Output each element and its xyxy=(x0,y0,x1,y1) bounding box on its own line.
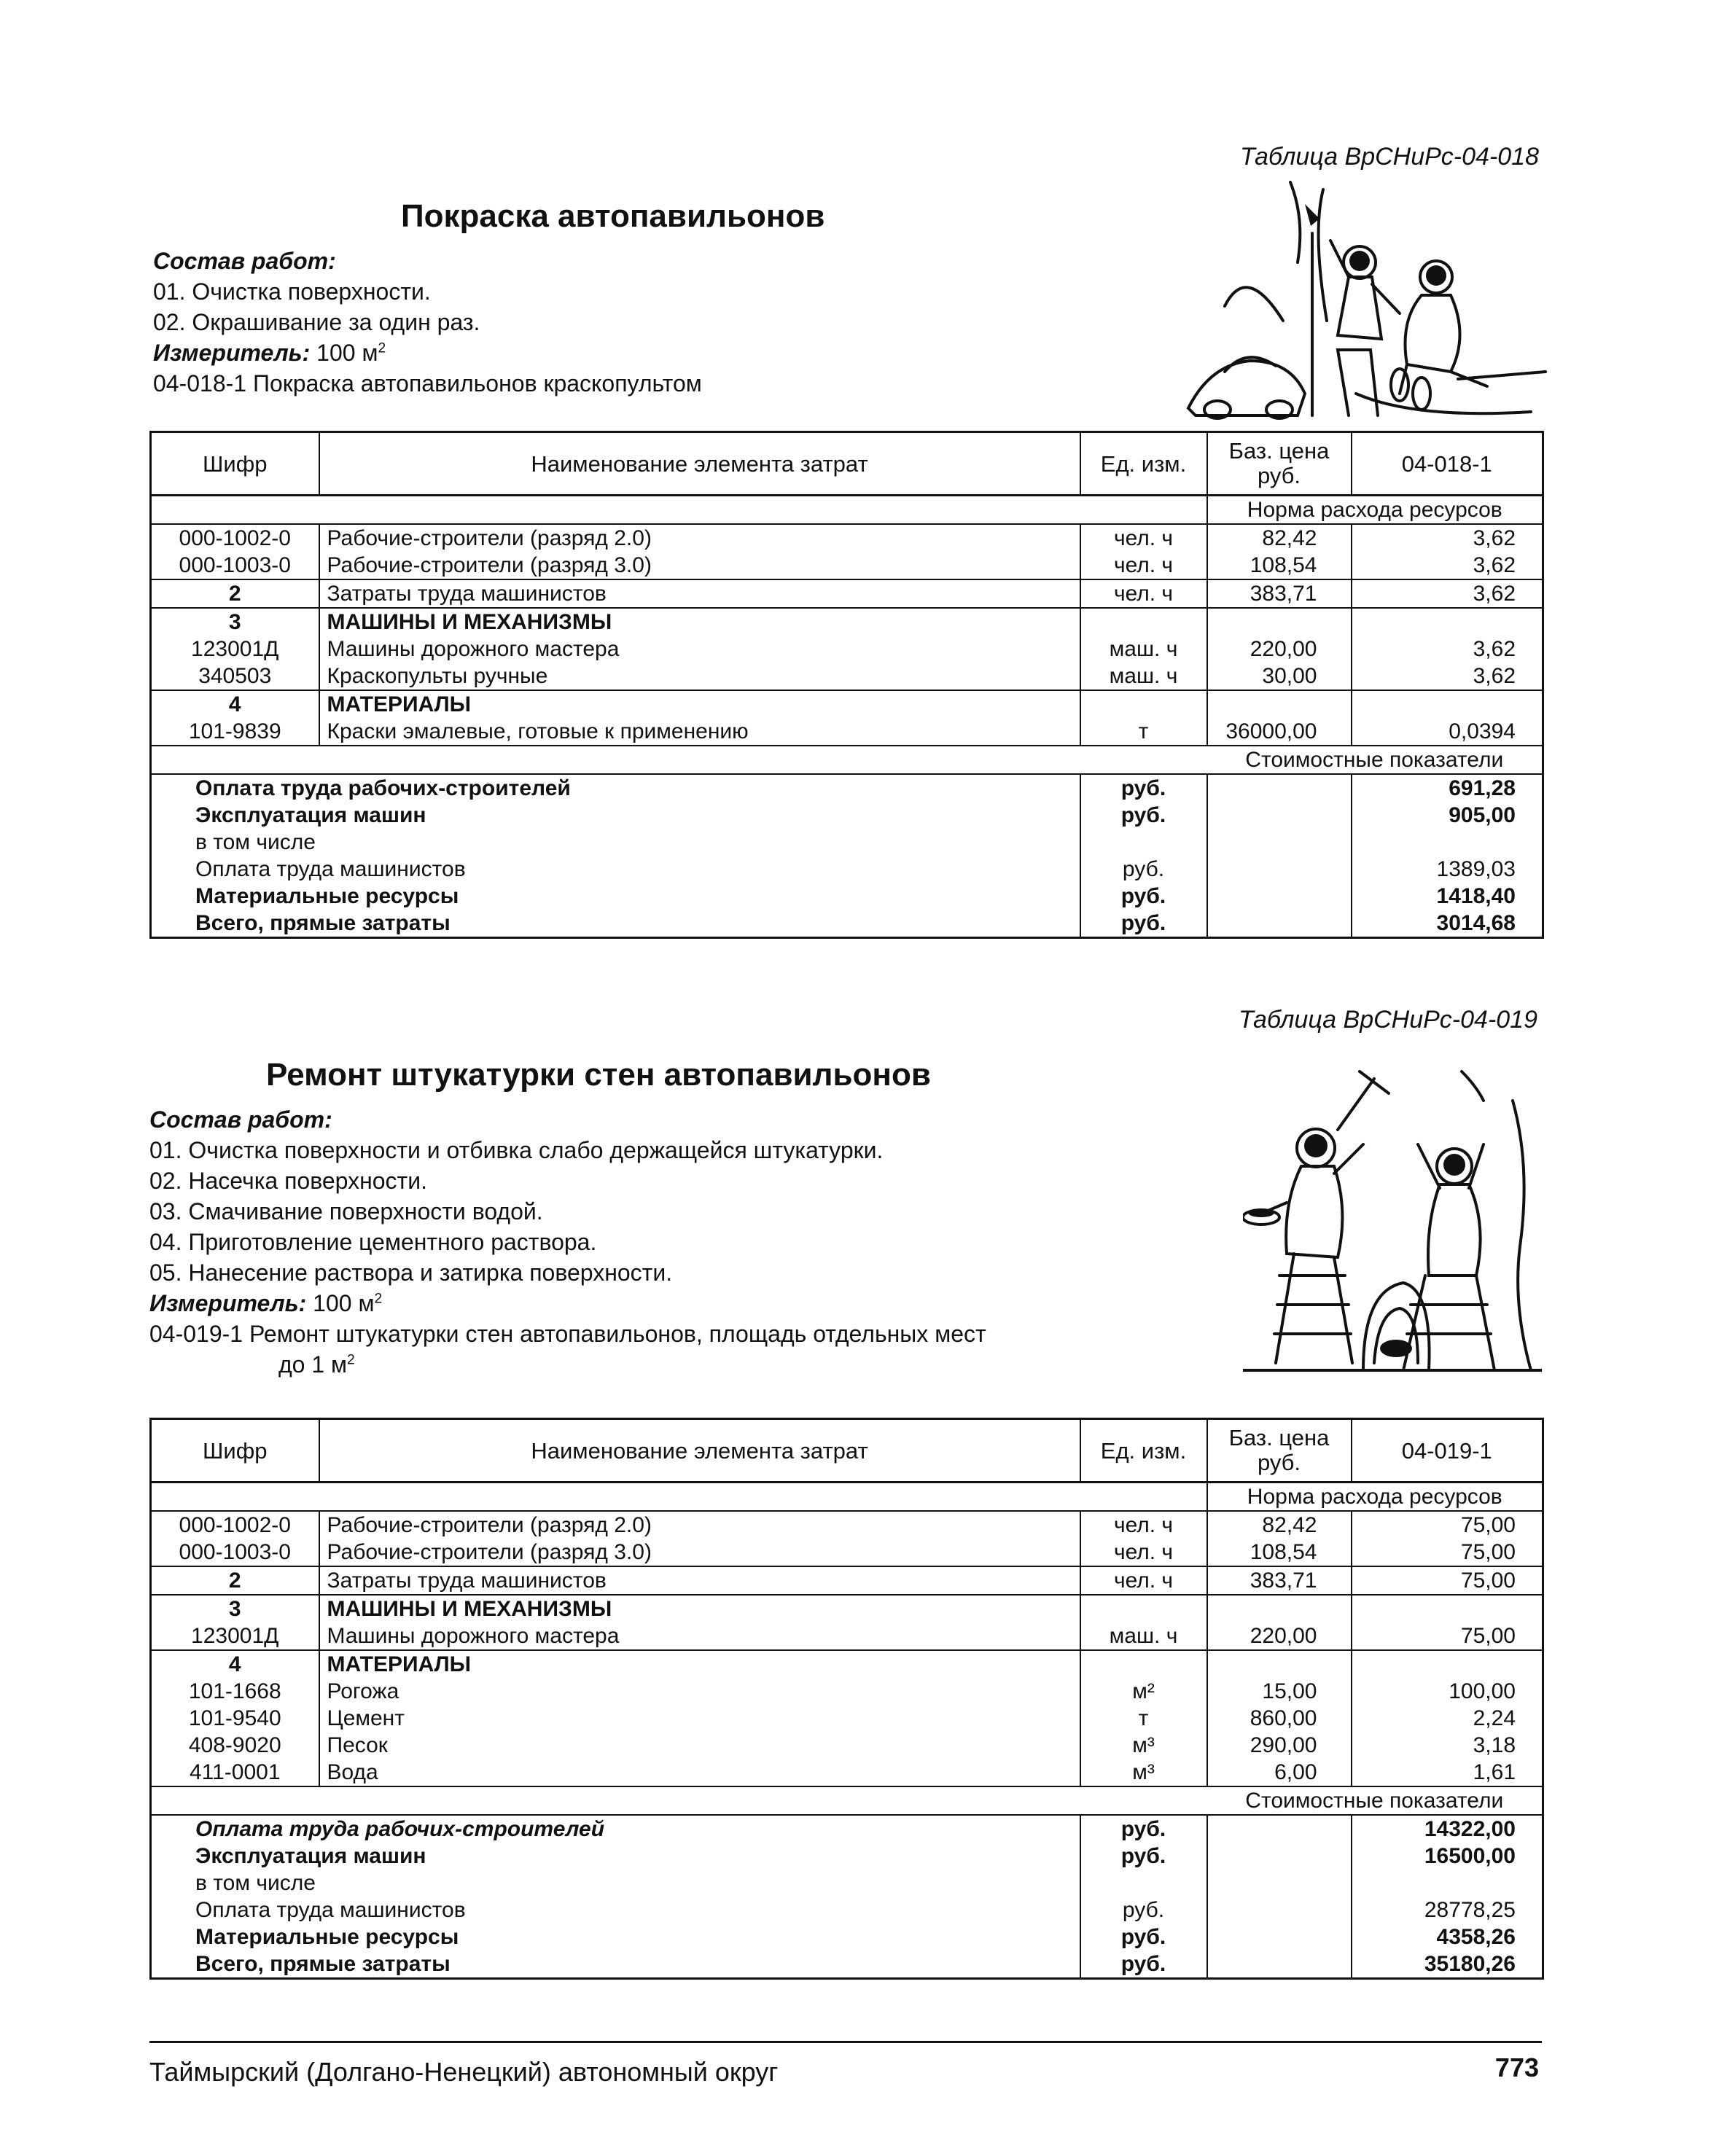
row-value xyxy=(1352,1595,1543,1622)
row-name: Рабочие-строители (разряд 2.0) xyxy=(319,524,1080,552)
table-header-row xyxy=(151,432,1543,496)
empty-cell xyxy=(1207,1950,1352,1979)
row-value: 75,00 xyxy=(1352,1539,1543,1566)
work-step: 01. Очистка поверхности. xyxy=(153,278,431,305)
row-code: 000-1003-0 xyxy=(151,552,319,579)
cost-row xyxy=(151,883,1543,910)
empty-cell xyxy=(1207,1870,1352,1897)
footer-divider xyxy=(149,2041,1542,2043)
cost-unit: руб. xyxy=(1080,1843,1207,1870)
table-row xyxy=(151,1622,1543,1650)
cost-value: 16500,00 xyxy=(1424,1844,1516,1868)
row-unit: маш. ч xyxy=(1080,1622,1207,1650)
cost-name: Материальные ресурсы xyxy=(151,1923,1080,1950)
row-value: 2,24 xyxy=(1473,1706,1516,1730)
cost-row xyxy=(151,802,1543,829)
empty-cell xyxy=(1207,1923,1352,1950)
header-price: Баз. цена руб. xyxy=(1207,1419,1352,1483)
cost-row xyxy=(151,1923,1543,1950)
header-unit: Ед. изм. xyxy=(1080,1419,1207,1483)
footer-region: Таймырский (Долгано-Ненецкий) автономный округ xyxy=(149,2057,779,2087)
header-column-code: 04-019-1 xyxy=(1352,1419,1543,1483)
norm-title-row xyxy=(151,496,1543,525)
row-price: 860,00 xyxy=(1207,1705,1352,1732)
row-unit xyxy=(1080,1650,1207,1678)
empty-cell xyxy=(1207,1843,1352,1870)
empty-cell xyxy=(1207,802,1352,829)
row-unit xyxy=(1080,690,1207,718)
header-name: Наименование элемента затрат xyxy=(319,1419,1080,1483)
table-row xyxy=(151,1595,1543,1622)
cost-value: 905,00 xyxy=(1449,803,1516,827)
row-value: 3,62 xyxy=(1352,552,1543,579)
cost-unit: руб. xyxy=(1080,1950,1207,1979)
table-row xyxy=(151,1539,1543,1566)
row-code: 000-1002-0 xyxy=(151,1511,319,1539)
row-code: 123001Д xyxy=(151,636,319,663)
item-title: 04-019-1 Ремонт штукатурки стен автопавильонов, площадь отдельных мест xyxy=(149,1321,986,1347)
row-price: 220,00 xyxy=(1207,1622,1352,1650)
measure-value: 100 м xyxy=(313,1290,375,1316)
section-title: Покраска автопавильонов xyxy=(401,198,825,234)
row-value xyxy=(1352,608,1543,636)
row-price: 290,00 xyxy=(1207,1732,1352,1759)
cost-name: в том числе xyxy=(151,829,1080,856)
row-name: Вода xyxy=(319,1759,1080,1786)
row-name: Краскопульты ручные xyxy=(319,663,1080,690)
cost-name: Материальные ресурсы xyxy=(151,883,1080,910)
table-row xyxy=(151,1678,1543,1705)
empty-cell xyxy=(151,496,1207,525)
cost-unit: руб. xyxy=(1080,1923,1207,1950)
row-name: Рогожа xyxy=(319,1678,1080,1705)
row-value: 3,62 xyxy=(1473,526,1516,550)
cost-row xyxy=(151,1870,1543,1897)
work-step: 02. Окрашивание за один раз. xyxy=(153,309,480,335)
empty-cell xyxy=(151,746,1207,774)
section-title: Ремонт штукатурки стен автопавильонов xyxy=(266,1057,931,1093)
row-code: 000-1003-0 xyxy=(151,1539,319,1566)
row-code: 101-9540 xyxy=(151,1705,319,1732)
row-unit: чел. ч xyxy=(1080,524,1207,552)
header-price: Баз. цена руб. xyxy=(1207,432,1352,496)
empty-cell xyxy=(1207,1897,1352,1923)
table-row xyxy=(151,1732,1543,1759)
cost-name: Оплата труда машинистов xyxy=(151,856,1080,883)
row-code: 101-9839 xyxy=(151,718,319,746)
cost-row xyxy=(151,910,1543,938)
table-caption: Таблица ВрСНиРс-04-018 xyxy=(1239,143,1539,171)
cost-value: 3014,68 xyxy=(1436,911,1516,935)
norm-title-row xyxy=(151,1483,1543,1512)
table-row xyxy=(151,524,1543,552)
cost-row xyxy=(151,1815,1543,1843)
row-value: 100,00 xyxy=(1449,1679,1516,1703)
cost-title-row xyxy=(151,746,1543,774)
cost-name: Всего, прямые затраты xyxy=(151,910,1080,938)
row-value xyxy=(1352,690,1543,718)
measure-line xyxy=(153,340,386,367)
header-name: Наименование элемента затрат xyxy=(319,432,1080,496)
measure-sup: 2 xyxy=(378,340,386,356)
cost-title: Стоимостные показатели xyxy=(1207,746,1543,774)
row-name: Цемент xyxy=(319,1705,1080,1732)
row-name: Затраты труда машинистов xyxy=(319,579,1080,608)
row-price: 108,54 xyxy=(1207,1539,1352,1566)
cost-row xyxy=(151,829,1543,856)
row-name: Краски эмалевые, готовые к применению xyxy=(319,718,1080,746)
cost-row xyxy=(151,1950,1543,1979)
work-step: 01. Очистка поверхности и отбивка слабо держащейся штукатурки. xyxy=(149,1137,884,1163)
row-price xyxy=(1207,1650,1352,1678)
norm-title: Норма расхода ресурсов xyxy=(1207,496,1543,525)
row-price xyxy=(1207,608,1352,636)
row-value: 75,00 xyxy=(1352,1622,1543,1650)
cost-row xyxy=(151,774,1543,802)
row-name: Песок xyxy=(319,1732,1080,1759)
cost-unit: руб. xyxy=(1080,802,1207,829)
row-price xyxy=(1207,690,1352,718)
cost-value: 1389,03 xyxy=(1436,857,1516,881)
table-row xyxy=(151,552,1543,579)
empty-cell xyxy=(1207,1815,1352,1843)
row-code: 101-1668 xyxy=(151,1678,319,1705)
row-unit xyxy=(1080,1595,1207,1622)
row-name: МАТЕРИАЛЫ xyxy=(319,1650,1080,1678)
work-step: 05. Нанесение раствора и затирка поверхности. xyxy=(149,1259,673,1286)
row-code: 000-1002-0 xyxy=(151,524,319,552)
row-value: 75,00 xyxy=(1460,1513,1516,1537)
empty-cell xyxy=(151,1483,1207,1512)
header-unit: Ед. изм. xyxy=(1080,432,1207,496)
cost-unit: руб. xyxy=(1080,883,1207,910)
row-price: 6,00 xyxy=(1207,1759,1352,1786)
cost-value: 691,28 xyxy=(1449,776,1516,800)
row-price: 383,71 xyxy=(1207,1566,1352,1595)
cost-value xyxy=(1352,829,1543,856)
empty-cell xyxy=(1207,829,1352,856)
row-unit: маш. ч xyxy=(1080,636,1207,663)
cost-row xyxy=(151,1897,1543,1923)
table-row xyxy=(151,1566,1543,1595)
header-code: Шифр xyxy=(151,1419,319,1483)
table-row xyxy=(151,608,1543,636)
work-step: 04. Приготовление цементного раствора. xyxy=(149,1229,597,1255)
row-name: МАШИНЫ И МЕХАНИЗМЫ xyxy=(319,1595,1080,1622)
table-row xyxy=(151,1511,1543,1539)
table-row xyxy=(151,579,1543,608)
estimate-table xyxy=(149,1418,1544,1980)
table-row xyxy=(151,1650,1543,1678)
table-row xyxy=(151,1759,1543,1786)
cost-unit xyxy=(1080,829,1207,856)
cost-unit: руб. xyxy=(1080,856,1207,883)
row-unit: т xyxy=(1080,1705,1207,1732)
row-name: Машины дорожного мастера xyxy=(319,636,1080,663)
cost-title-row xyxy=(151,1786,1543,1815)
cost-title: Стоимостные показатели xyxy=(1207,1786,1543,1815)
cost-value: 4358,26 xyxy=(1436,1925,1516,1949)
table-row xyxy=(151,636,1543,663)
row-code: 408-9020 xyxy=(151,1732,319,1759)
cost-unit: руб. xyxy=(1080,774,1207,802)
row-value: 75,00 xyxy=(1352,1566,1543,1595)
row-unit: чел. ч xyxy=(1080,552,1207,579)
row-name: МАШИНЫ И МЕХАНИЗМЫ xyxy=(319,608,1080,636)
header-column-code: 04-018-1 xyxy=(1352,432,1543,496)
row-value: 1,61 xyxy=(1352,1759,1543,1786)
cost-value: 1418,40 xyxy=(1436,884,1516,908)
table-caption: Таблица ВрСНиРс-04-019 xyxy=(1238,1006,1537,1034)
row-price: 220,00 xyxy=(1207,636,1352,663)
item-title: 04-018-1 Покраска автопавильонов краскопультом xyxy=(153,370,702,397)
measure-label: Измеритель: xyxy=(149,1290,307,1316)
empty-cell xyxy=(151,1786,1207,1815)
row-unit xyxy=(1080,608,1207,636)
norm-title: Норма расхода ресурсов xyxy=(1207,1483,1543,1512)
row-price: 82,42 xyxy=(1207,1511,1352,1539)
workers-painting-illustration xyxy=(1181,175,1553,426)
row-name: Машины дорожного мастера xyxy=(319,1622,1080,1650)
row-unit: чел. ч xyxy=(1080,1511,1207,1539)
row-unit: чел. ч xyxy=(1080,1566,1207,1595)
row-code: 340503 xyxy=(151,663,319,690)
table-row xyxy=(151,690,1543,718)
item-title-continued xyxy=(278,1351,355,1378)
cost-row xyxy=(151,1843,1543,1870)
row-value: 3,62 xyxy=(1473,637,1516,661)
cost-name: Оплата труда рабочих-строителей xyxy=(151,1815,1080,1843)
table-row xyxy=(151,718,1543,746)
empty-cell xyxy=(1207,856,1352,883)
cost-unit: руб. xyxy=(1080,1897,1207,1923)
row-code: 3 xyxy=(151,608,319,636)
row-price: 82,42 xyxy=(1207,524,1352,552)
work-label: Состав работ: xyxy=(153,248,336,274)
estimate-table xyxy=(149,431,1544,939)
row-unit: м³ xyxy=(1080,1759,1207,1786)
cost-unit: руб. xyxy=(1080,910,1207,938)
cost-row xyxy=(151,856,1543,883)
row-name: Рабочие-строители (разряд 3.0) xyxy=(319,552,1080,579)
cost-name: Оплата труда машинистов xyxy=(151,1897,1080,1923)
cost-name: Оплата труда рабочих-строителей xyxy=(151,774,1080,802)
row-code: 123001Д xyxy=(151,1622,319,1650)
row-price xyxy=(1207,1595,1352,1622)
cost-name: Всего, прямые затраты xyxy=(151,1950,1080,1979)
cost-name: Эксплуатация машин xyxy=(151,802,1080,829)
row-value: 0,0394 xyxy=(1352,718,1543,746)
row-unit: м³ xyxy=(1080,1732,1207,1759)
cost-value: 35180,26 xyxy=(1424,1952,1516,1976)
row-code: 2 xyxy=(151,579,319,608)
row-name: Рабочие-строители (разряд 3.0) xyxy=(319,1539,1080,1566)
row-price: 36000,00 xyxy=(1207,718,1352,746)
row-value: 3,18 xyxy=(1473,1733,1516,1757)
empty-cell xyxy=(1207,910,1352,938)
item-sup: 2 xyxy=(347,1352,355,1368)
table-row xyxy=(151,1705,1543,1732)
item-title-line2: до 1 м xyxy=(278,1351,348,1378)
row-name: Затраты труда машинистов xyxy=(319,1566,1080,1595)
row-unit: т xyxy=(1080,718,1207,746)
work-step: 02. Насечка поверхности. xyxy=(149,1168,427,1194)
table-row xyxy=(151,663,1543,690)
work-label: Состав работ: xyxy=(149,1106,332,1133)
workers-plastering-illustration xyxy=(1243,1057,1542,1378)
row-value: 3,62 xyxy=(1352,579,1543,608)
row-code: 411-0001 xyxy=(151,1759,319,1786)
measure-label: Измеритель: xyxy=(153,340,311,366)
row-name: Рабочие-строители (разряд 2.0) xyxy=(319,1511,1080,1539)
row-code: 3 xyxy=(151,1595,319,1622)
row-code: 4 xyxy=(151,1650,319,1678)
cost-unit: руб. xyxy=(1080,1815,1207,1843)
cost-unit xyxy=(1080,1870,1207,1897)
row-price: 383,71 xyxy=(1207,579,1352,608)
row-value: 3,62 xyxy=(1352,663,1543,690)
row-price: 15,00 xyxy=(1207,1678,1352,1705)
row-unit: чел. ч xyxy=(1080,579,1207,608)
measure-line xyxy=(149,1290,382,1317)
work-step: 03. Смачивание поверхности водой. xyxy=(149,1198,543,1225)
measure-value: 100 м xyxy=(316,340,378,366)
table-header-row xyxy=(151,1419,1543,1483)
header-code: Шифр xyxy=(151,432,319,496)
row-unit: м² xyxy=(1080,1678,1207,1705)
page-number: 773 xyxy=(1494,2053,1539,2082)
cost-name: Эксплуатация машин xyxy=(151,1843,1080,1870)
empty-cell xyxy=(1207,883,1352,910)
cost-name: в том числе xyxy=(151,1870,1080,1897)
row-name: МАТЕРИАЛЫ xyxy=(319,690,1080,718)
row-code: 4 xyxy=(151,690,319,718)
row-price: 30,00 xyxy=(1207,663,1352,690)
row-code: 2 xyxy=(151,1566,319,1595)
cost-value: 14322,00 xyxy=(1424,1817,1516,1841)
row-value xyxy=(1352,1650,1543,1678)
row-price: 108,54 xyxy=(1207,552,1352,579)
cost-value xyxy=(1352,1870,1543,1897)
empty-cell xyxy=(1207,774,1352,802)
row-unit: маш. ч xyxy=(1080,663,1207,690)
cost-value: 28778,25 xyxy=(1424,1898,1516,1922)
measure-sup: 2 xyxy=(374,1291,383,1307)
row-unit: чел. ч xyxy=(1080,1539,1207,1566)
